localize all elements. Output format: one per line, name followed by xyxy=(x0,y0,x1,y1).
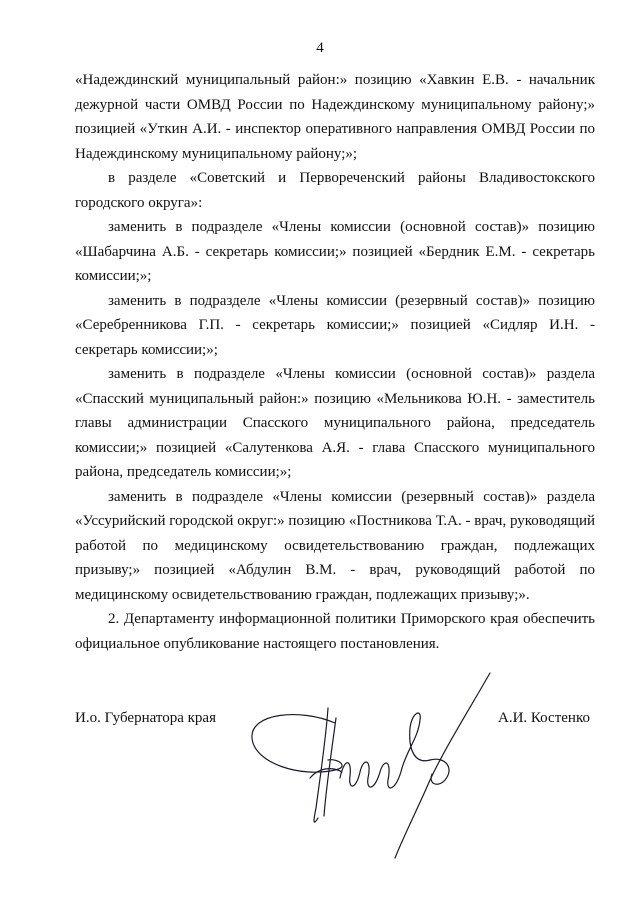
paragraph-nadezhdinsky: «Надеждинский муниципальный район:» позицию «Хавкин Е.В. - начальник дежурной части ОМВД России по Надеждинскому муниципальному району;» позицией «Уткин А.И. - инспектор оперативного направления ОМВД России по Надеждинскому муниципальному району;»; xyxy=(75,72,595,162)
handwritten-signature xyxy=(240,668,510,868)
paragraph-publication: 2. Департаменту информационной политики Приморского края обеспечить официальное опубликование настоящего постановления. xyxy=(75,611,595,652)
signatory-name: А.И. Костенко xyxy=(498,710,590,726)
signatory-position: И.о. Губернатора края xyxy=(75,710,216,726)
document-body xyxy=(75,68,595,656)
paragraph-replace-postnikova: заменить в подразделе «Члены комиссии (резервный состав)» раздела «Уссурийский городской округ:» позицию «Постникова Т.А. - врач, руководящий работой по медицинскому освидетельствованию граждан, подлежащих призыву;» позицией «Абдулин В.М. - врач, руководящий работой по медицинскому освидетельствованию граждан, подлежащих призыву;». xyxy=(75,488,595,603)
page-number: 4 xyxy=(316,40,324,56)
paragraph-section-sovetsky: в разделе «Советский и Первореченский районы Владивостокского городского округа»: xyxy=(75,170,595,211)
paragraph-replace-melnikova: заменить в подразделе «Члены комиссии (основной состав)» раздела «Спасский муниципальный район:» позицию «Мельникова Ю.Н. - заместитель главы администрации Спасского муниципального района, председатель комиссии;» позицией «Салутенкова А.Я. - глава Спасского муниципального района, председатель комиссии;»; xyxy=(75,366,595,480)
paragraph-replace-shabarchina: заменить в подразделе «Члены комиссии (основной состав)» позицию «Шабарчина А.Б. - секретарь комиссии;» позицией «Бердник Е.М. - секретарь комиссии;»; xyxy=(75,219,595,284)
paragraph-replace-serebrennikova: заменить в подразделе «Члены комиссии (резервный состав)» позицию «Серебренникова Г.П. - секретарь комиссии;» позицией «Сидляр И.Н. - секретарь комиссии;»; xyxy=(75,292,595,358)
